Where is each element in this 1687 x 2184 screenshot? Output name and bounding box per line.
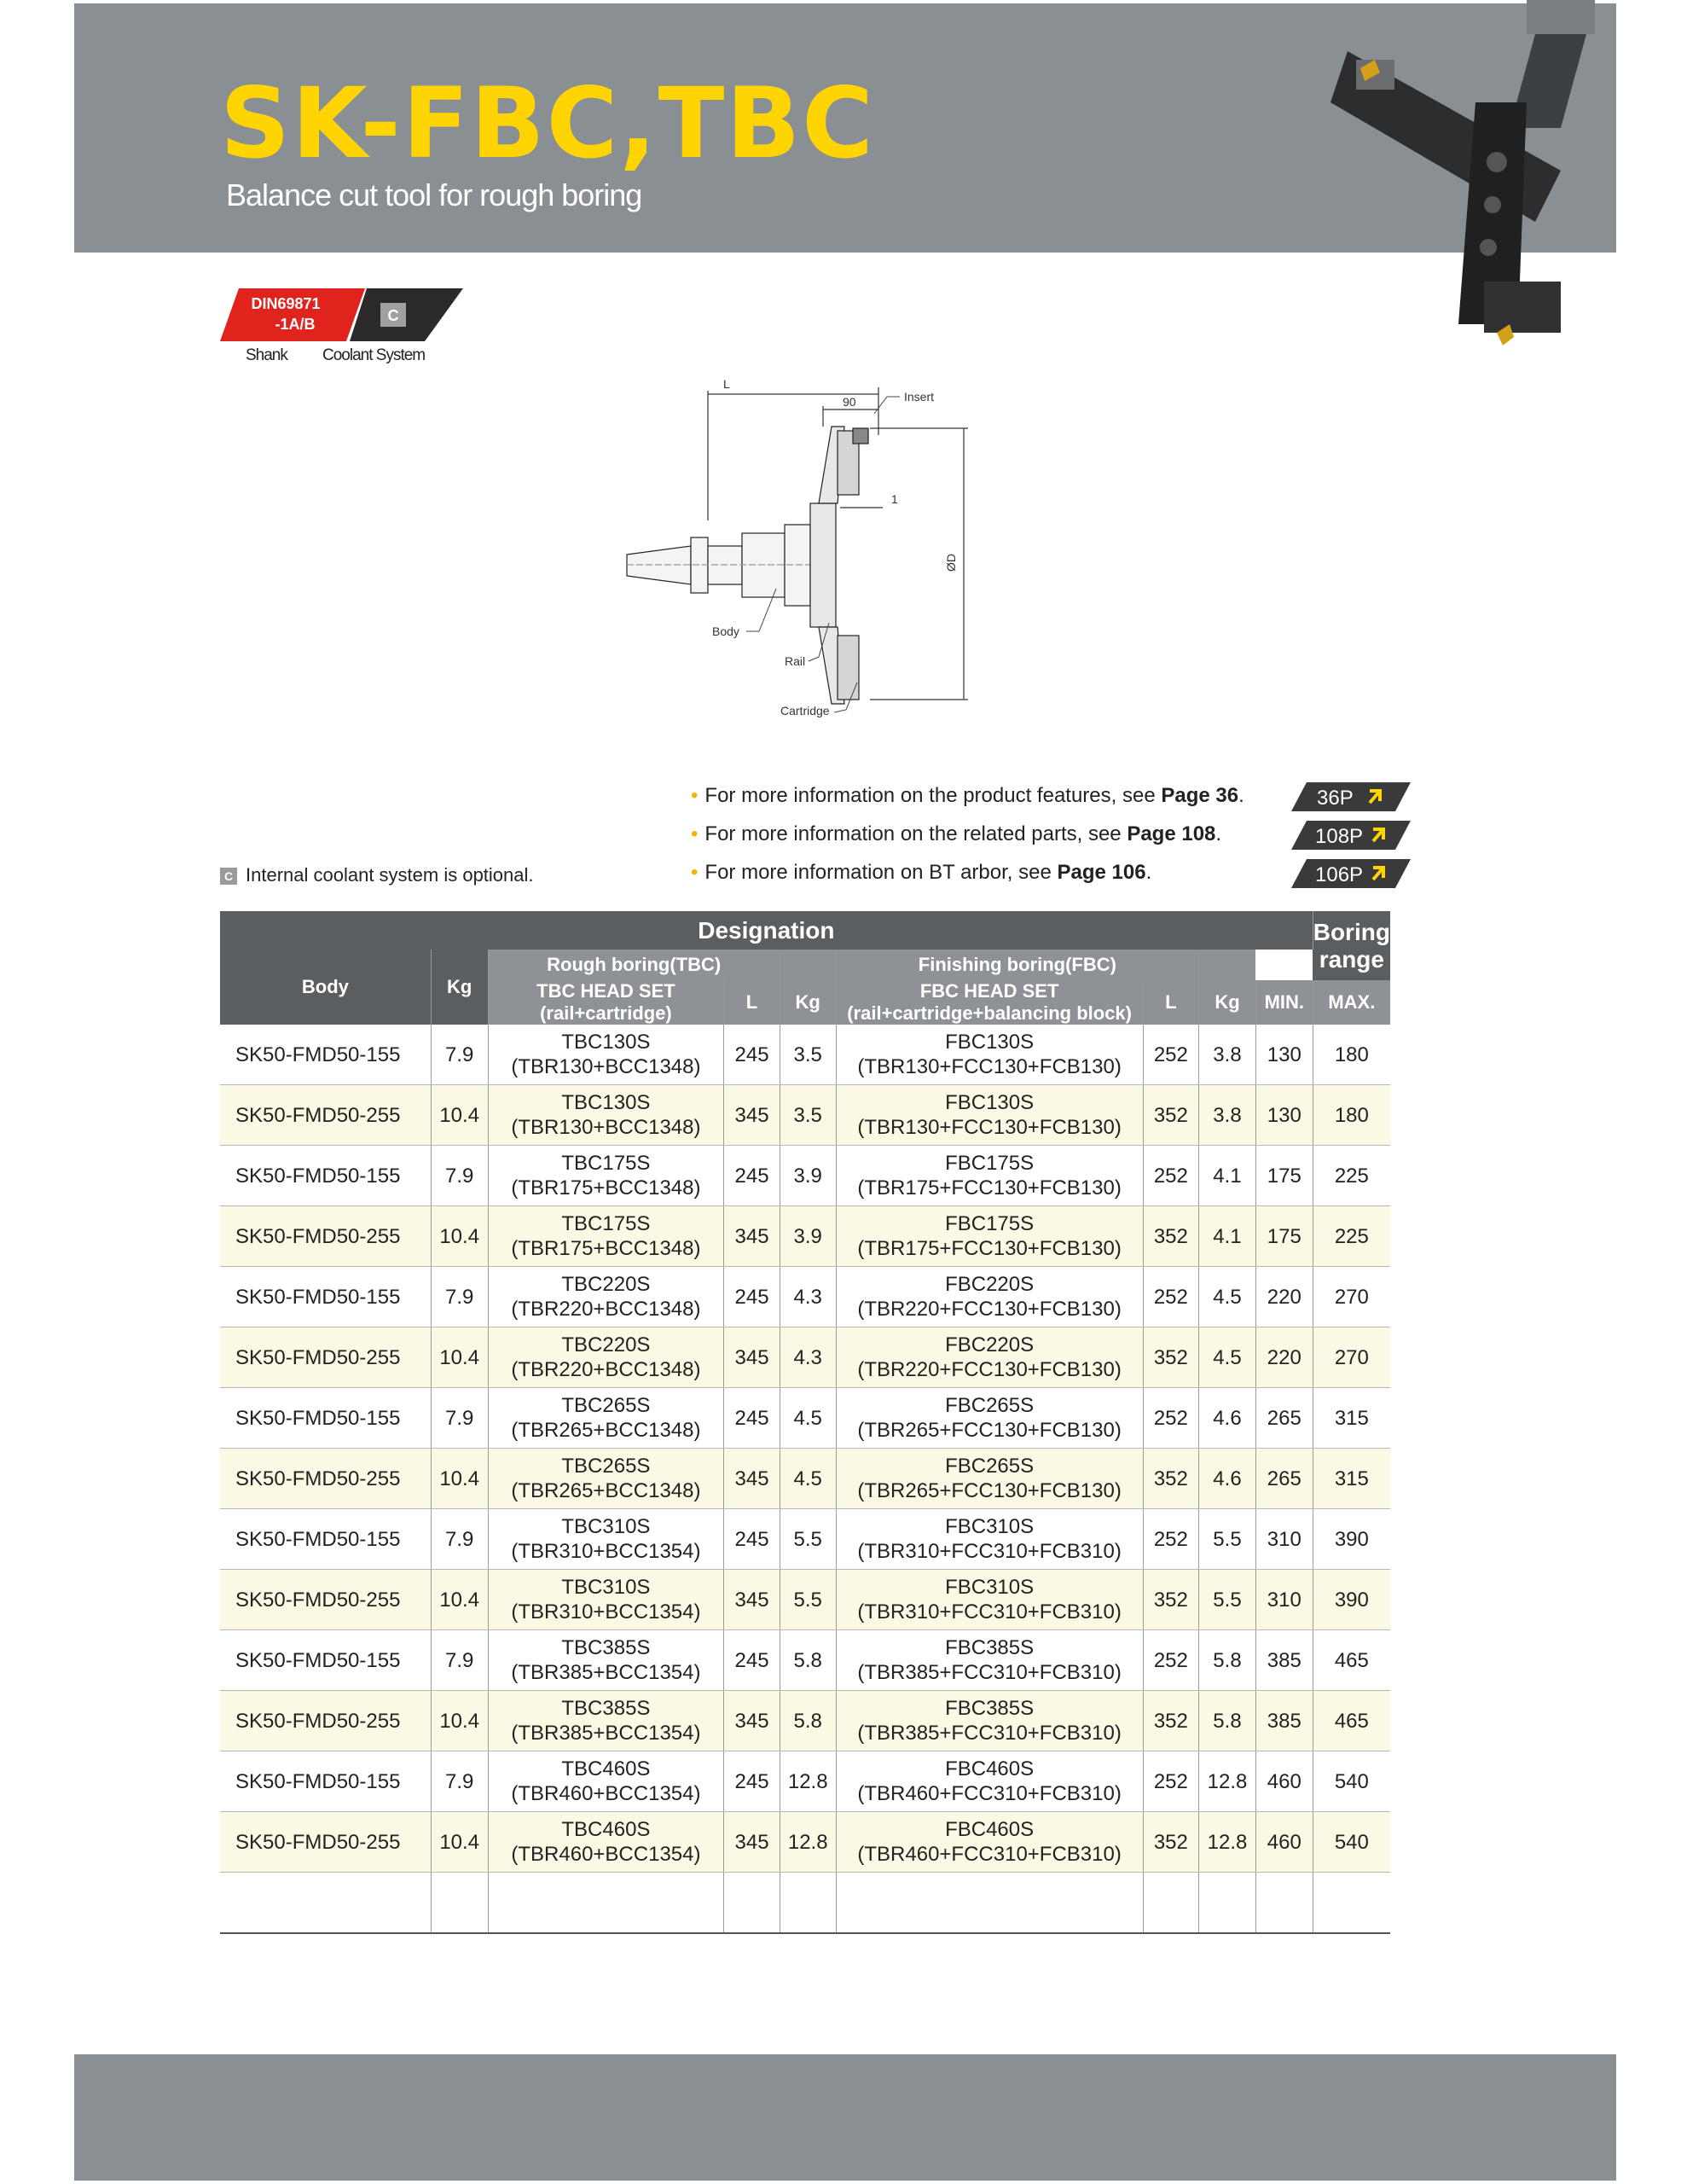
cell-body-kg: 10.4 — [431, 1691, 488, 1751]
cell-fbc-head-code: FBC265S — [945, 1455, 1035, 1478]
cell-tbc-head-code: TBC175S — [561, 1212, 651, 1235]
cell-fbc-head — [836, 1327, 1143, 1388]
cell-fbc-l: 352 — [1143, 1327, 1198, 1388]
cell-fbc-l: 352 — [1143, 1691, 1198, 1751]
note-bullet-icon: • — [691, 784, 699, 807]
spec-badges — [220, 288, 476, 374]
cell-tbc-kg: 5.5 — [780, 1570, 836, 1630]
table-row — [220, 1570, 1390, 1630]
cell-min: 175 — [1255, 1146, 1313, 1206]
cell-tbc-head — [488, 1812, 724, 1873]
badge-shapes — [220, 288, 476, 343]
drawing-body — [810, 427, 868, 704]
cell-fbc-head-code: FBC385S — [945, 1697, 1035, 1720]
cell-fbc-head — [836, 1025, 1143, 1085]
cell-tbc-l: 345 — [724, 1327, 780, 1388]
note-tail: . — [1145, 861, 1152, 884]
cell-min: 265 — [1255, 1388, 1313, 1449]
cell-min: 310 — [1255, 1509, 1313, 1570]
header-tbc-l: L — [724, 980, 780, 1025]
cell-fbc-l: 252 — [1143, 1025, 1198, 1085]
cell-body-kg: 10.4 — [431, 1570, 488, 1630]
cell-fbc-l: 252 — [1143, 1267, 1198, 1327]
cell-body: SK50-FMD50-155 — [220, 1388, 431, 1449]
shank-label: Shank — [246, 346, 287, 364]
cell-body: SK50-FMD50-255 — [220, 1691, 431, 1751]
cell-tbc-l: 345 — [724, 1206, 780, 1267]
cell-fbc-l: 352 — [1143, 1812, 1198, 1873]
note-text: For more information on the product features, see — [704, 784, 1162, 807]
header-fbc-head-sub: (rail+cartridge+balancing block) — [847, 1002, 1132, 1024]
cell-min: 310 — [1255, 1570, 1313, 1630]
header-tbc-kg: Kg — [780, 980, 836, 1025]
cell-fbc-head — [836, 1206, 1143, 1267]
shank-badge-code: DIN69871 — [251, 295, 321, 312]
cell-tbc-head-code: TBC310S — [561, 1576, 651, 1599]
cell-max: 225 — [1313, 1146, 1390, 1206]
page-ref-106[interactable] — [1291, 859, 1411, 888]
table-row — [220, 1449, 1390, 1509]
cell-tbc-head-parts: (TBR460+BCC1354) — [511, 1843, 701, 1866]
cell-fbc-head-parts: (TBR310+FCC310+FCB310) — [857, 1540, 1122, 1563]
cell-fbc-head-parts: (TBR265+FCC130+FCB130) — [857, 1479, 1122, 1502]
header-max: MAX. — [1313, 980, 1390, 1025]
page-ref-label: 106P — [1315, 863, 1364, 886]
cell-tbc-kg: 4.3 — [780, 1327, 836, 1388]
cell-body-kg: 7.9 — [431, 1509, 488, 1570]
cell-fbc-kg: 5.8 — [1199, 1691, 1256, 1751]
label-rail: Rail — [785, 654, 806, 668]
cell-tbc-head-code: TBC385S — [561, 1697, 651, 1720]
note-bullet-icon: • — [691, 861, 699, 884]
cell-min: 220 — [1255, 1327, 1313, 1388]
cell-tbc-head-code: TBC130S — [561, 1091, 651, 1114]
cell-fbc-l: 252 — [1143, 1146, 1198, 1206]
table-row — [220, 1327, 1390, 1388]
cell-tbc-head — [488, 1327, 724, 1388]
header-kg: Kg — [431, 950, 488, 1025]
cell-tbc-head-parts: (TBR265+BCC1348) — [511, 1479, 701, 1502]
cell-fbc-head-parts: (TBR265+FCC130+FCB130) — [857, 1419, 1122, 1442]
label-90: 90 — [843, 395, 856, 409]
cell-tbc-l: 345 — [724, 1812, 780, 1873]
page-title: SK-FBC,TBC — [220, 67, 875, 180]
header-tbc-head-sub: (rail+cartridge) — [540, 1002, 672, 1024]
cell-fbc-head-code: FBC310S — [945, 1576, 1035, 1599]
cell-tbc-l: 345 — [724, 1691, 780, 1751]
cell-tbc-head-code: TBC130S — [561, 1031, 651, 1054]
table-row — [220, 1509, 1390, 1570]
cell-body: SK50-FMD50-155 — [220, 1630, 431, 1691]
label-body: Body — [712, 624, 739, 638]
cell-fbc-head — [836, 1570, 1143, 1630]
table-row — [220, 1025, 1390, 1085]
cell-tbc-head — [488, 1025, 724, 1085]
cell-tbc-kg: 3.9 — [780, 1146, 836, 1206]
cell-empty — [836, 1873, 1143, 1934]
header-fbc-head — [836, 980, 1143, 1025]
cell-tbc-head-parts: (TBR220+BCC1348) — [511, 1358, 701, 1381]
table-row-empty — [220, 1873, 1390, 1934]
page-ref-label: 36P — [1317, 787, 1354, 810]
cell-fbc-head — [836, 1388, 1143, 1449]
cell-body-kg: 10.4 — [431, 1206, 488, 1267]
cell-tbc-head-code: TBC385S — [561, 1636, 651, 1659]
technical-drawing — [614, 375, 989, 725]
header-designation: Designation — [220, 911, 1313, 950]
cell-fbc-head — [836, 1146, 1143, 1206]
cell-tbc-head-code: TBC460S — [561, 1757, 651, 1780]
table-row — [220, 1146, 1390, 1206]
note-product-features — [691, 779, 1244, 817]
cell-fbc-head-code: FBC385S — [945, 1636, 1035, 1659]
cell-tbc-head-parts: (TBR310+BCC1354) — [511, 1600, 701, 1623]
cell-fbc-kg: 3.8 — [1199, 1025, 1256, 1085]
cell-fbc-kg: 5.5 — [1199, 1509, 1256, 1570]
cell-fbc-kg: 4.6 — [1199, 1449, 1256, 1509]
header-finishing-boring: Finishing boring(FBC) — [836, 950, 1198, 980]
cell-empty — [780, 1873, 836, 1934]
note-page-link[interactable]: Page 108 — [1127, 822, 1216, 845]
note-page-link[interactable]: Page 36 — [1161, 784, 1239, 807]
cell-fbc-l: 352 — [1143, 1449, 1198, 1509]
table-row — [220, 1691, 1390, 1751]
cell-tbc-head-parts: (TBR130+BCC1348) — [511, 1055, 701, 1078]
cell-tbc-l: 245 — [724, 1751, 780, 1812]
cell-body-kg: 10.4 — [431, 1812, 488, 1873]
header-fbc-l: L — [1143, 980, 1198, 1025]
cell-body-kg: 7.9 — [431, 1388, 488, 1449]
cell-fbc-head-parts: (TBR310+FCC310+FCB310) — [857, 1600, 1122, 1623]
note-tail: . — [1238, 784, 1244, 807]
header-tbc-head — [488, 980, 724, 1025]
cell-body: SK50-FMD50-155 — [220, 1751, 431, 1812]
cell-fbc-kg: 5.5 — [1199, 1570, 1256, 1630]
cell-body-kg: 10.4 — [431, 1327, 488, 1388]
header-rough-spacer — [780, 950, 836, 980]
header-fbc-kg: Kg — [1199, 980, 1256, 1025]
cell-tbc-kg: 5.5 — [780, 1509, 836, 1570]
coolant-badge-code: C — [387, 307, 399, 324]
cell-tbc-kg: 5.8 — [780, 1691, 836, 1751]
cell-empty — [1199, 1873, 1256, 1934]
cell-max: 225 — [1313, 1206, 1390, 1267]
cell-max: 180 — [1313, 1025, 1390, 1085]
note-related-parts — [691, 817, 1244, 856]
cell-max: 465 — [1313, 1691, 1390, 1751]
cell-fbc-head — [836, 1812, 1143, 1873]
cell-fbc-head-code: FBC460S — [945, 1757, 1035, 1780]
cell-tbc-head-parts: (TBR265+BCC1348) — [511, 1419, 701, 1442]
table-row — [220, 1751, 1390, 1812]
cell-tbc-head — [488, 1206, 724, 1267]
cell-fbc-l: 352 — [1143, 1570, 1198, 1630]
cell-body-kg: 7.9 — [431, 1267, 488, 1327]
label-cartridge: Cartridge — [780, 704, 830, 717]
cell-fbc-kg: 12.8 — [1199, 1812, 1256, 1873]
cell-fbc-head-code: FBC310S — [945, 1515, 1035, 1538]
cell-fbc-head — [836, 1691, 1143, 1751]
cell-body: SK50-FMD50-155 — [220, 1267, 431, 1327]
label-dim-1: 1 — [891, 492, 898, 506]
cell-tbc-head-code: TBC175S — [561, 1152, 651, 1175]
cell-body-kg: 7.9 — [431, 1025, 488, 1085]
cell-max: 465 — [1313, 1630, 1390, 1691]
cell-empty — [1255, 1873, 1313, 1934]
label-l: L — [723, 377, 730, 391]
table-row — [220, 1267, 1390, 1327]
note-page-link[interactable]: Page 106 — [1057, 861, 1146, 884]
cell-fbc-kg: 4.5 — [1199, 1267, 1256, 1327]
cell-max: 180 — [1313, 1085, 1390, 1146]
drawing-shank — [627, 525, 810, 606]
cell-tbc-kg: 3.5 — [780, 1025, 836, 1085]
cell-tbc-head-code: TBC265S — [561, 1394, 651, 1417]
cell-tbc-l: 245 — [724, 1630, 780, 1691]
cell-min: 460 — [1255, 1812, 1313, 1873]
tool-photo — [1279, 0, 1638, 375]
cell-fbc-l: 252 — [1143, 1751, 1198, 1812]
cell-fbc-head-parts: (TBR460+FCC310+FCB310) — [857, 1782, 1122, 1805]
cell-body-kg: 10.4 — [431, 1449, 488, 1509]
cell-tbc-kg: 4.5 — [780, 1449, 836, 1509]
info-notes — [691, 779, 1244, 894]
cell-fbc-kg: 4.5 — [1199, 1327, 1256, 1388]
cell-fbc-head-code: FBC220S — [945, 1333, 1035, 1356]
cell-fbc-head-code: FBC265S — [945, 1394, 1035, 1417]
cell-body-kg: 7.9 — [431, 1146, 488, 1206]
cell-fbc-head-parts: (TBR385+FCC310+FCB310) — [857, 1722, 1122, 1745]
cell-tbc-head-code: TBC220S — [561, 1273, 651, 1296]
cell-fbc-head-code: FBC460S — [945, 1818, 1035, 1841]
table-row — [220, 1206, 1390, 1267]
coolant-note — [220, 864, 534, 886]
cell-fbc-head-parts: (TBR175+FCC130+FCB130) — [857, 1176, 1122, 1199]
coolant-icon: C — [220, 868, 237, 885]
cell-fbc-kg: 5.8 — [1199, 1630, 1256, 1691]
cell-min: 130 — [1255, 1025, 1313, 1085]
cell-tbc-head-code: TBC460S — [561, 1818, 651, 1841]
cell-empty — [724, 1873, 780, 1934]
cell-tbc-head — [488, 1267, 724, 1327]
cell-fbc-kg: 4.1 — [1199, 1146, 1256, 1206]
cell-fbc-l: 252 — [1143, 1509, 1198, 1570]
note-bt-arbor — [691, 856, 1244, 894]
cell-fbc-head — [836, 1751, 1143, 1812]
cell-empty — [220, 1873, 431, 1934]
cell-tbc-head — [488, 1449, 724, 1509]
cell-tbc-kg: 3.5 — [780, 1085, 836, 1146]
cell-min: 130 — [1255, 1085, 1313, 1146]
cell-tbc-head-parts: (TBR220+BCC1348) — [511, 1298, 701, 1321]
cell-tbc-head — [488, 1751, 724, 1812]
cell-max: 270 — [1313, 1267, 1390, 1327]
cell-body: SK50-FMD50-255 — [220, 1812, 431, 1873]
page-ref-36[interactable] — [1291, 782, 1411, 811]
cell-body: SK50-FMD50-155 — [220, 1025, 431, 1085]
cell-body: SK50-FMD50-255 — [220, 1449, 431, 1509]
cell-fbc-head-parts: (TBR130+FCC130+FCB130) — [857, 1055, 1122, 1078]
cell-min: 265 — [1255, 1449, 1313, 1509]
cell-min: 385 — [1255, 1630, 1313, 1691]
cell-fbc-kg: 4.6 — [1199, 1388, 1256, 1449]
cell-tbc-head-code: TBC220S — [561, 1333, 651, 1356]
cell-max: 315 — [1313, 1388, 1390, 1449]
cell-tbc-l: 245 — [724, 1267, 780, 1327]
cell-body: SK50-FMD50-255 — [220, 1085, 431, 1146]
note-text: For more information on the related parts, see — [704, 822, 1128, 845]
cell-tbc-l: 245 — [724, 1146, 780, 1206]
cell-body: SK50-FMD50-255 — [220, 1327, 431, 1388]
cell-max: 270 — [1313, 1327, 1390, 1388]
header-boring-range: Boring range — [1313, 911, 1390, 980]
spec-table-body — [220, 1025, 1390, 1933]
cell-fbc-head-code: FBC175S — [945, 1152, 1035, 1175]
coolant-note-text: Internal coolant system is optional. — [246, 864, 534, 886]
cell-max: 540 — [1313, 1812, 1390, 1873]
cell-tbc-l: 245 — [724, 1388, 780, 1449]
cell-empty — [1313, 1873, 1390, 1934]
cell-tbc-head-parts: (TBR175+BCC1348) — [511, 1176, 701, 1199]
cell-body: SK50-FMD50-155 — [220, 1146, 431, 1206]
coolant-badge — [350, 288, 463, 341]
cell-fbc-head-parts: (TBR175+FCC130+FCB130) — [857, 1237, 1122, 1260]
label-insert: Insert — [904, 390, 935, 404]
header-tbc-head-title: TBC HEAD SET — [536, 980, 675, 1002]
cell-empty — [431, 1873, 488, 1934]
page-ref-108[interactable] — [1291, 821, 1411, 850]
page-ref-label: 108P — [1315, 825, 1364, 848]
cell-tbc-head-parts: (TBR385+BCC1354) — [511, 1661, 701, 1684]
note-text: For more information on BT arbor, see — [704, 861, 1058, 884]
cell-tbc-head — [488, 1509, 724, 1570]
note-bullet-icon: • — [691, 822, 699, 845]
cell-fbc-head-code: FBC130S — [945, 1031, 1035, 1054]
table-row — [220, 1388, 1390, 1449]
header-rough-boring: Rough boring(TBC) — [488, 950, 780, 980]
footer-band — [74, 2054, 1616, 2181]
cell-fbc-head-code: FBC130S — [945, 1091, 1035, 1114]
header-min: MIN. — [1255, 980, 1313, 1025]
cell-min: 385 — [1255, 1691, 1313, 1751]
cell-fbc-l: 252 — [1143, 1388, 1198, 1449]
cell-empty — [1143, 1873, 1198, 1934]
cell-fbc-head-code: FBC220S — [945, 1273, 1035, 1296]
cell-max: 540 — [1313, 1751, 1390, 1812]
cell-fbc-head-parts: (TBR460+FCC310+FCB310) — [857, 1843, 1122, 1866]
cell-tbc-l: 345 — [724, 1570, 780, 1630]
table-row — [220, 1630, 1390, 1691]
cell-tbc-head-code: TBC265S — [561, 1455, 651, 1478]
cell-tbc-head-parts: (TBR175+BCC1348) — [511, 1237, 701, 1260]
cell-tbc-head — [488, 1085, 724, 1146]
cell-max: 390 — [1313, 1509, 1390, 1570]
cell-tbc-head — [488, 1388, 724, 1449]
cell-fbc-head — [836, 1267, 1143, 1327]
cell-tbc-l: 245 — [724, 1509, 780, 1570]
cell-min: 220 — [1255, 1267, 1313, 1327]
table-row — [220, 1812, 1390, 1873]
cell-body-kg: 10.4 — [431, 1085, 488, 1146]
cell-fbc-kg: 4.1 — [1199, 1206, 1256, 1267]
cell-tbc-kg: 4.3 — [780, 1267, 836, 1327]
label-diameter: ØD — [944, 554, 958, 572]
cell-fbc-head — [836, 1509, 1143, 1570]
cell-body: SK50-FMD50-155 — [220, 1509, 431, 1570]
cell-fbc-head-parts: (TBR220+FCC130+FCB130) — [857, 1358, 1122, 1381]
cell-fbc-l: 252 — [1143, 1630, 1198, 1691]
cell-tbc-kg: 5.8 — [780, 1630, 836, 1691]
cell-max: 315 — [1313, 1449, 1390, 1509]
cell-tbc-kg: 12.8 — [780, 1812, 836, 1873]
cell-fbc-head-parts: (TBR130+FCC130+FCB130) — [857, 1116, 1122, 1139]
cell-fbc-l: 352 — [1143, 1206, 1198, 1267]
cell-fbc-head-parts: (TBR385+FCC310+FCB310) — [857, 1661, 1122, 1684]
header-body: Body — [220, 950, 431, 1025]
cell-tbc-l: 345 — [724, 1449, 780, 1509]
cell-body: SK50-FMD50-255 — [220, 1206, 431, 1267]
cell-max: 390 — [1313, 1570, 1390, 1630]
cell-tbc-kg: 4.5 — [780, 1388, 836, 1449]
cell-fbc-head — [836, 1449, 1143, 1509]
header-finishing-spacer — [1199, 950, 1256, 980]
cell-tbc-head — [488, 1630, 724, 1691]
spec-table — [220, 911, 1390, 1934]
cell-body: SK50-FMD50-255 — [220, 1570, 431, 1630]
cell-fbc-kg: 12.8 — [1199, 1751, 1256, 1812]
cell-tbc-head-parts: (TBR310+BCC1354) — [511, 1540, 701, 1563]
coolant-label: Coolant System — [322, 346, 426, 364]
cell-tbc-head-parts: (TBR460+BCC1354) — [511, 1782, 701, 1805]
cell-body-kg: 7.9 — [431, 1751, 488, 1812]
page-subtitle: Balance cut tool for rough boring — [226, 177, 642, 212]
cell-fbc-head-code: FBC175S — [945, 1212, 1035, 1235]
header-fbc-head-title: FBC HEAD SET — [919, 980, 1059, 1002]
cell-fbc-head-parts: (TBR220+FCC130+FCB130) — [857, 1298, 1122, 1321]
cell-tbc-head — [488, 1691, 724, 1751]
cell-empty — [488, 1873, 724, 1934]
cell-tbc-head-code: TBC310S — [561, 1515, 651, 1538]
table-row — [220, 1085, 1390, 1146]
cell-tbc-kg: 12.8 — [780, 1751, 836, 1812]
cell-tbc-head — [488, 1146, 724, 1206]
cell-fbc-l: 352 — [1143, 1085, 1198, 1146]
cell-tbc-head-parts: (TBR130+BCC1348) — [511, 1116, 701, 1139]
cell-min: 460 — [1255, 1751, 1313, 1812]
cell-min: 175 — [1255, 1206, 1313, 1267]
cell-tbc-l: 245 — [724, 1025, 780, 1085]
cell-fbc-head — [836, 1630, 1143, 1691]
cell-fbc-head — [836, 1085, 1143, 1146]
cell-fbc-kg: 3.8 — [1199, 1085, 1256, 1146]
cell-tbc-kg: 3.9 — [780, 1206, 836, 1267]
shank-badge-code2: -1A/B — [275, 316, 316, 333]
cell-tbc-head-parts: (TBR385+BCC1354) — [511, 1722, 701, 1745]
cell-tbc-head — [488, 1570, 724, 1630]
cell-tbc-l: 345 — [724, 1085, 780, 1146]
note-tail: . — [1215, 822, 1222, 845]
cell-body-kg: 7.9 — [431, 1630, 488, 1691]
